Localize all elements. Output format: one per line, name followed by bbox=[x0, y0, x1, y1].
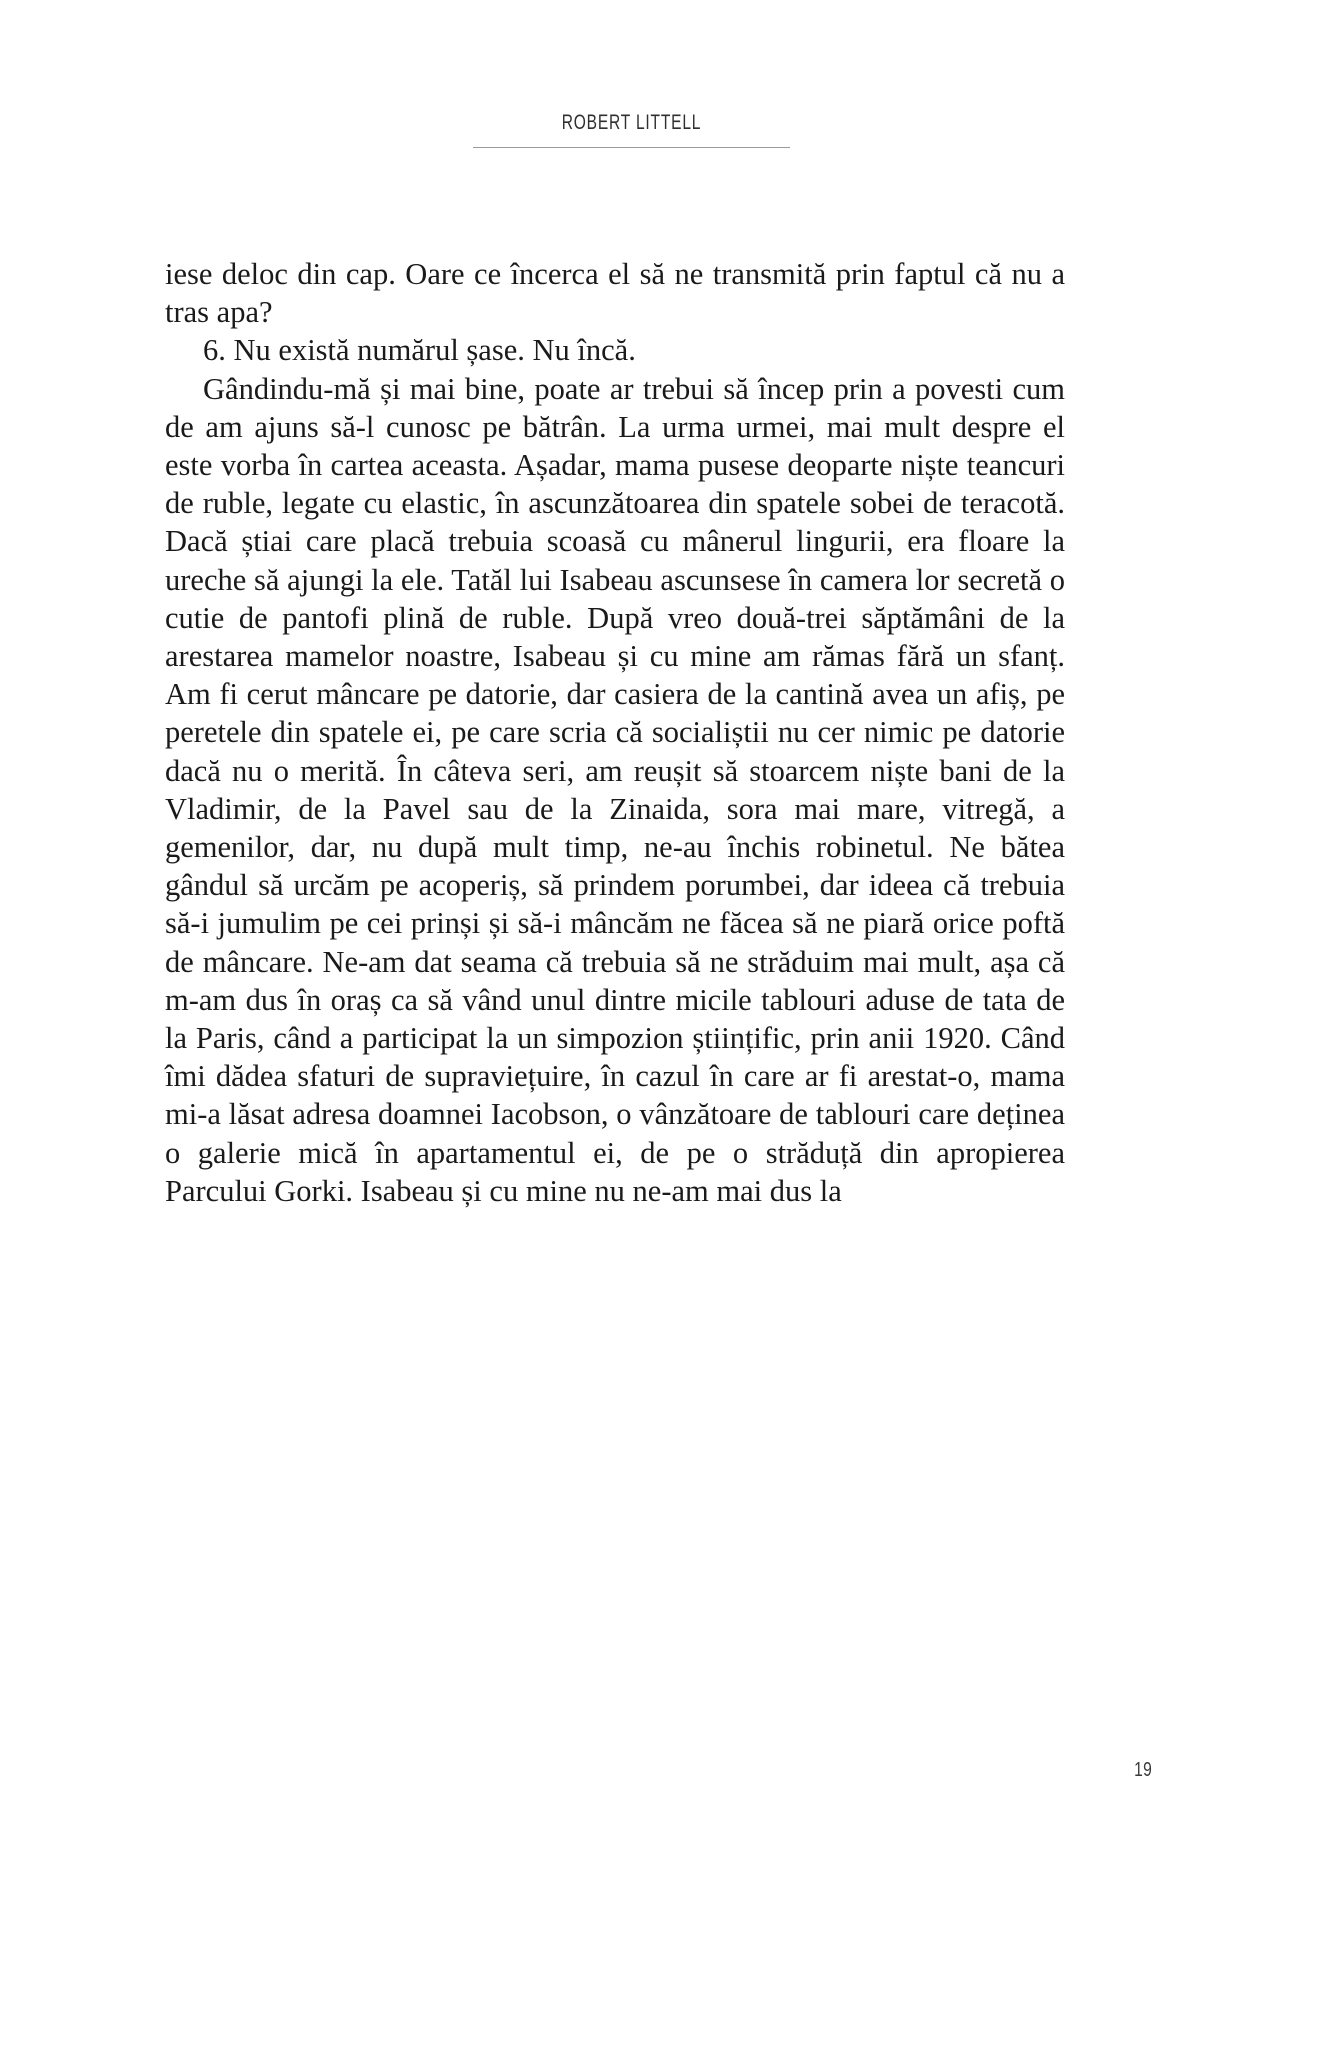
running-head-author-name: ROBERT LITTELL bbox=[561, 111, 702, 134]
paragraph: Gândindu-mă și mai bine, poate ar trebui să încep prin a povesti cum de am ajuns să-l cunosc pe bătrân. La urma urmei, mai mult despre el este vorba în cartea aceasta. Așadar, mama pusese deoparte niște teancuri de ruble, legate cu elastic, în ascunzătoarea din spatele sobei de teracotă. Dacă știai care placă trebuia scoasă cu mânerul lingurii, era floare la ureche să ajungi la ele. Tatăl lui Isabeau ascunsese în camera lor secretă o cutie de pantofi plină de ruble. După vreo două-trei săptămâni de la arestarea mamelor noastre, Isabeau și cu mine am rămas fără un sfanț. Am fi cerut mâncare pe datorie, dar casiera de la cantină avea un afiș, pe peretele din spatele ei, pe care scria că socialiștii nu cer nimic pe datorie dacă nu o merită. În câteva seri, am reușit să stoarcem niște bani de la Vladimir, de la Pavel sau de la Zinaida, sora mai mare, vitregă, a gemenilor, dar, nu după mult timp, ne-au închis robinetul. Ne bătea gândul să urcăm pe acoperiș, să prindem porumbei, dar ideea că trebuia să-i jumulim pe cei prinși și să-i mâncăm ne făcea să ne piară orice poftă de mâncare. Ne-am dat seama că trebuia să ne străduim mai mult, așa că m-am dus în oraș ca să vând unul dintre micile tablouri aduse de tata de la Paris, când a participat la un simpozion științific, prin anii 1920. Când îmi dădea sfaturi de supraviețuire, în cazul în care ar fi arestat-o, mama mi-a lăsat adresa doamnei Iacobson, o vânzătoare de tablouri care deținea o galerie mică în apartamentul ei, de pe o străduță din apropierea Parcului Gorki. Isabeau și cu mine nu ne-am mai dus la bbox=[165, 371, 1065, 1208]
body-text bbox=[165, 255, 1065, 1210]
running-head-rule bbox=[473, 147, 790, 148]
paragraph: iese deloc din cap. Oare ce încerca el să ne transmită prin faptul că nu a tras apa? bbox=[165, 257, 1065, 330]
paragraph: 6. Nu există numărul șase. Nu încă. bbox=[203, 333, 636, 368]
running-head bbox=[473, 110, 790, 148]
page-number: 19 bbox=[1133, 1759, 1152, 1781]
